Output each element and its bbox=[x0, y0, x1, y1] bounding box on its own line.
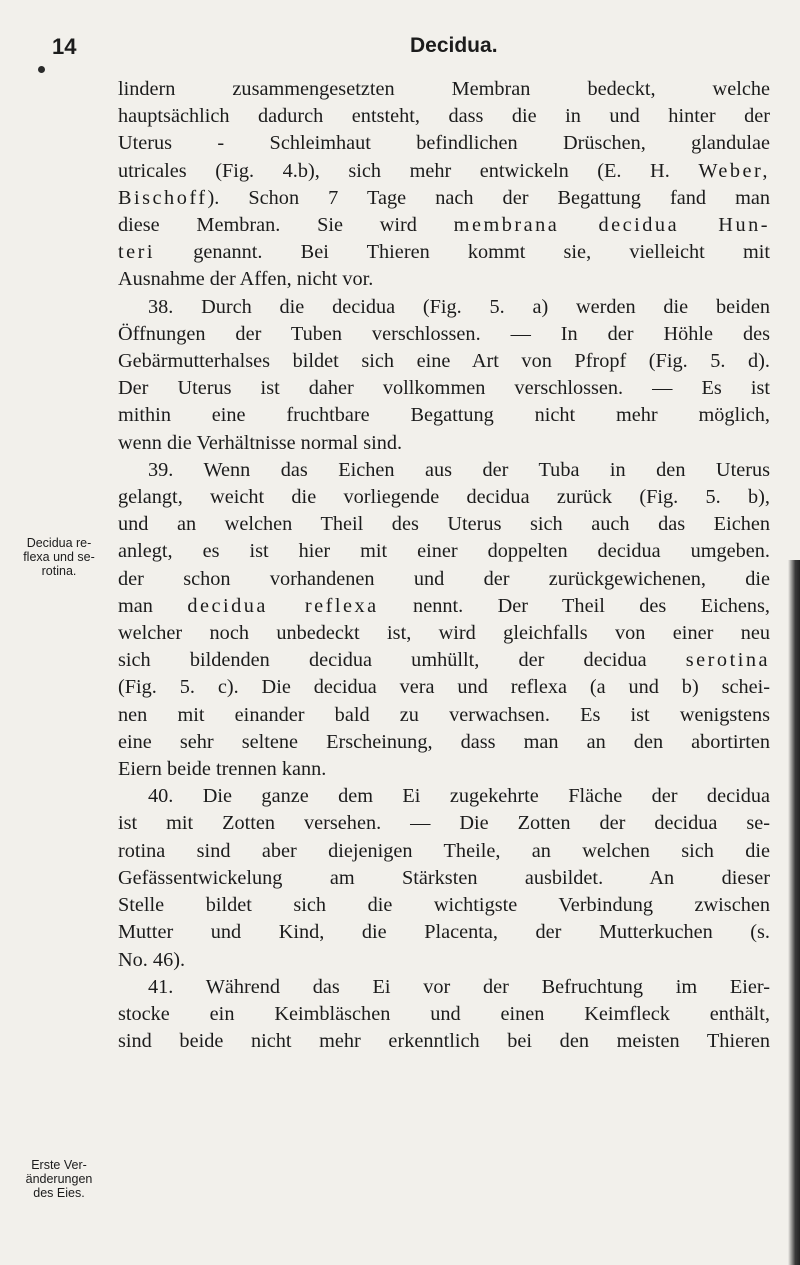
text-line: Gebärmutterhalses bildet sich eine Art von Pfropf (Fig. 5. d). bbox=[118, 350, 770, 373]
text-line: nen mit einander bald zu verwachsen. Es ist wenigstens bbox=[118, 703, 770, 726]
text-line: Ausnahme der Affen, nicht vor. bbox=[118, 268, 374, 291]
margin-note-line: änderungen bbox=[25, 1172, 93, 1186]
text-line: lindern zusammengesetzten Membran bedeckt, welche bbox=[118, 78, 770, 100]
text-line: (Fig. 5. c). Die decidua vera und reflexa (a und b) schei- bbox=[118, 676, 770, 699]
text-line: gelangt, weicht die vorliegende decidua zurück (Fig. 5. b), bbox=[118, 486, 770, 509]
text-line: teri genannt. Bei Thieren kommt sie, vielleicht mit bbox=[118, 241, 770, 264]
text-line: Uterus - Schleimhaut befindlichen Drüschen, glandulae bbox=[118, 132, 770, 155]
margin-note-line: Erste Ver- bbox=[31, 1158, 87, 1172]
text-line: Öffnungen der Tuben verschlossen. — In der Höhle des bbox=[118, 322, 770, 345]
text-line: mithin eine fruchtbare Begattung nicht mehr möglich, bbox=[118, 404, 770, 427]
text-line: 41. Während das Ei vor der Befruchtung im Eier- bbox=[148, 975, 770, 998]
text-line: anlegt, es ist hier mit einer doppelten decidua umgeben. bbox=[118, 540, 770, 563]
text-line: der schon vorhandenen und der zurückgewichenen, die bbox=[118, 567, 770, 590]
text-line: No. 46). bbox=[118, 948, 186, 971]
text-line: 38. Durch die decidua (Fig. 5. a) werden die beiden bbox=[148, 295, 770, 318]
text-line: hauptsächlich dadurch entsteht, dass die in und hinter der bbox=[118, 105, 770, 128]
text-line: ist mit Zotten versehen. — Die Zotten der decidua se- bbox=[118, 812, 770, 835]
text-line: diese Membran. Sie wird membrana decidua Hun- bbox=[118, 214, 770, 237]
text-line: stocke ein Keimbläschen und einen Keimfleck enthält, bbox=[118, 1002, 770, 1025]
body-text bbox=[118, 76, 770, 1055]
page-header bbox=[0, 30, 800, 64]
running-title: Decidua. bbox=[410, 34, 498, 57]
margin-note-line: des Eies. bbox=[33, 1186, 85, 1200]
text-line: welcher noch unbedeckt ist, wird gleichfalls von einer neu bbox=[118, 622, 770, 645]
margin-note-decidua-reflexa bbox=[6, 536, 112, 578]
text-line: Bischoff). Schon 7 Tage nach der Begattung fand man bbox=[118, 186, 770, 209]
page-edge-shadow bbox=[788, 560, 800, 1265]
text-line: utricales (Fig. 4.b), sich mehr entwickeln (E. H. Weber, bbox=[118, 159, 770, 182]
text-line: 39. Wenn das Eichen aus der Tuba in den Uterus bbox=[148, 458, 770, 481]
text-line: rotina sind aber diejenigen Theile, an welchen sich die bbox=[118, 839, 770, 862]
text-line: und an welchen Theil des Uterus sich auch das Eichen bbox=[118, 513, 770, 536]
margin-note-line: flexa und se- bbox=[23, 550, 95, 564]
text-line: Eiern beide trennen kann. bbox=[118, 758, 327, 781]
text-line: Der Uterus ist daher vollkommen verschlossen. — Es ist bbox=[118, 377, 770, 400]
text-line: sind beide nicht mehr erkenntlich bei den meisten Thieren bbox=[118, 1030, 770, 1053]
text-line: Stelle bildet sich die wichtigste Verbindung zwischen bbox=[118, 894, 770, 917]
margin-dot bbox=[38, 66, 45, 73]
text-line: wenn die Verhältnisse normal sind. bbox=[118, 431, 403, 454]
margin-note-line: Decidua re- bbox=[26, 536, 92, 550]
margin-note-line: rotina. bbox=[41, 564, 77, 578]
text-line: man decidua reflexa nennt. Der Theil des Eichens, bbox=[118, 594, 770, 617]
margin-note-erste-veraenderungen bbox=[6, 1158, 112, 1200]
text-line: Gefässentwickelung am Stärksten ausbildet. An dieser bbox=[118, 866, 770, 889]
text-line: sich bildenden decidua umhüllt, der decidua serotina bbox=[118, 649, 770, 672]
text-line: Mutter und Kind, die Placenta, der Mutterkuchen (s. bbox=[118, 921, 770, 944]
page-number: 14 bbox=[52, 34, 77, 59]
text-line: eine sehr seltene Erscheinung, dass man an den abortirten bbox=[118, 730, 770, 753]
text-line: 40. Die ganze dem Ei zugekehrte Fläche der decidua bbox=[148, 785, 770, 808]
